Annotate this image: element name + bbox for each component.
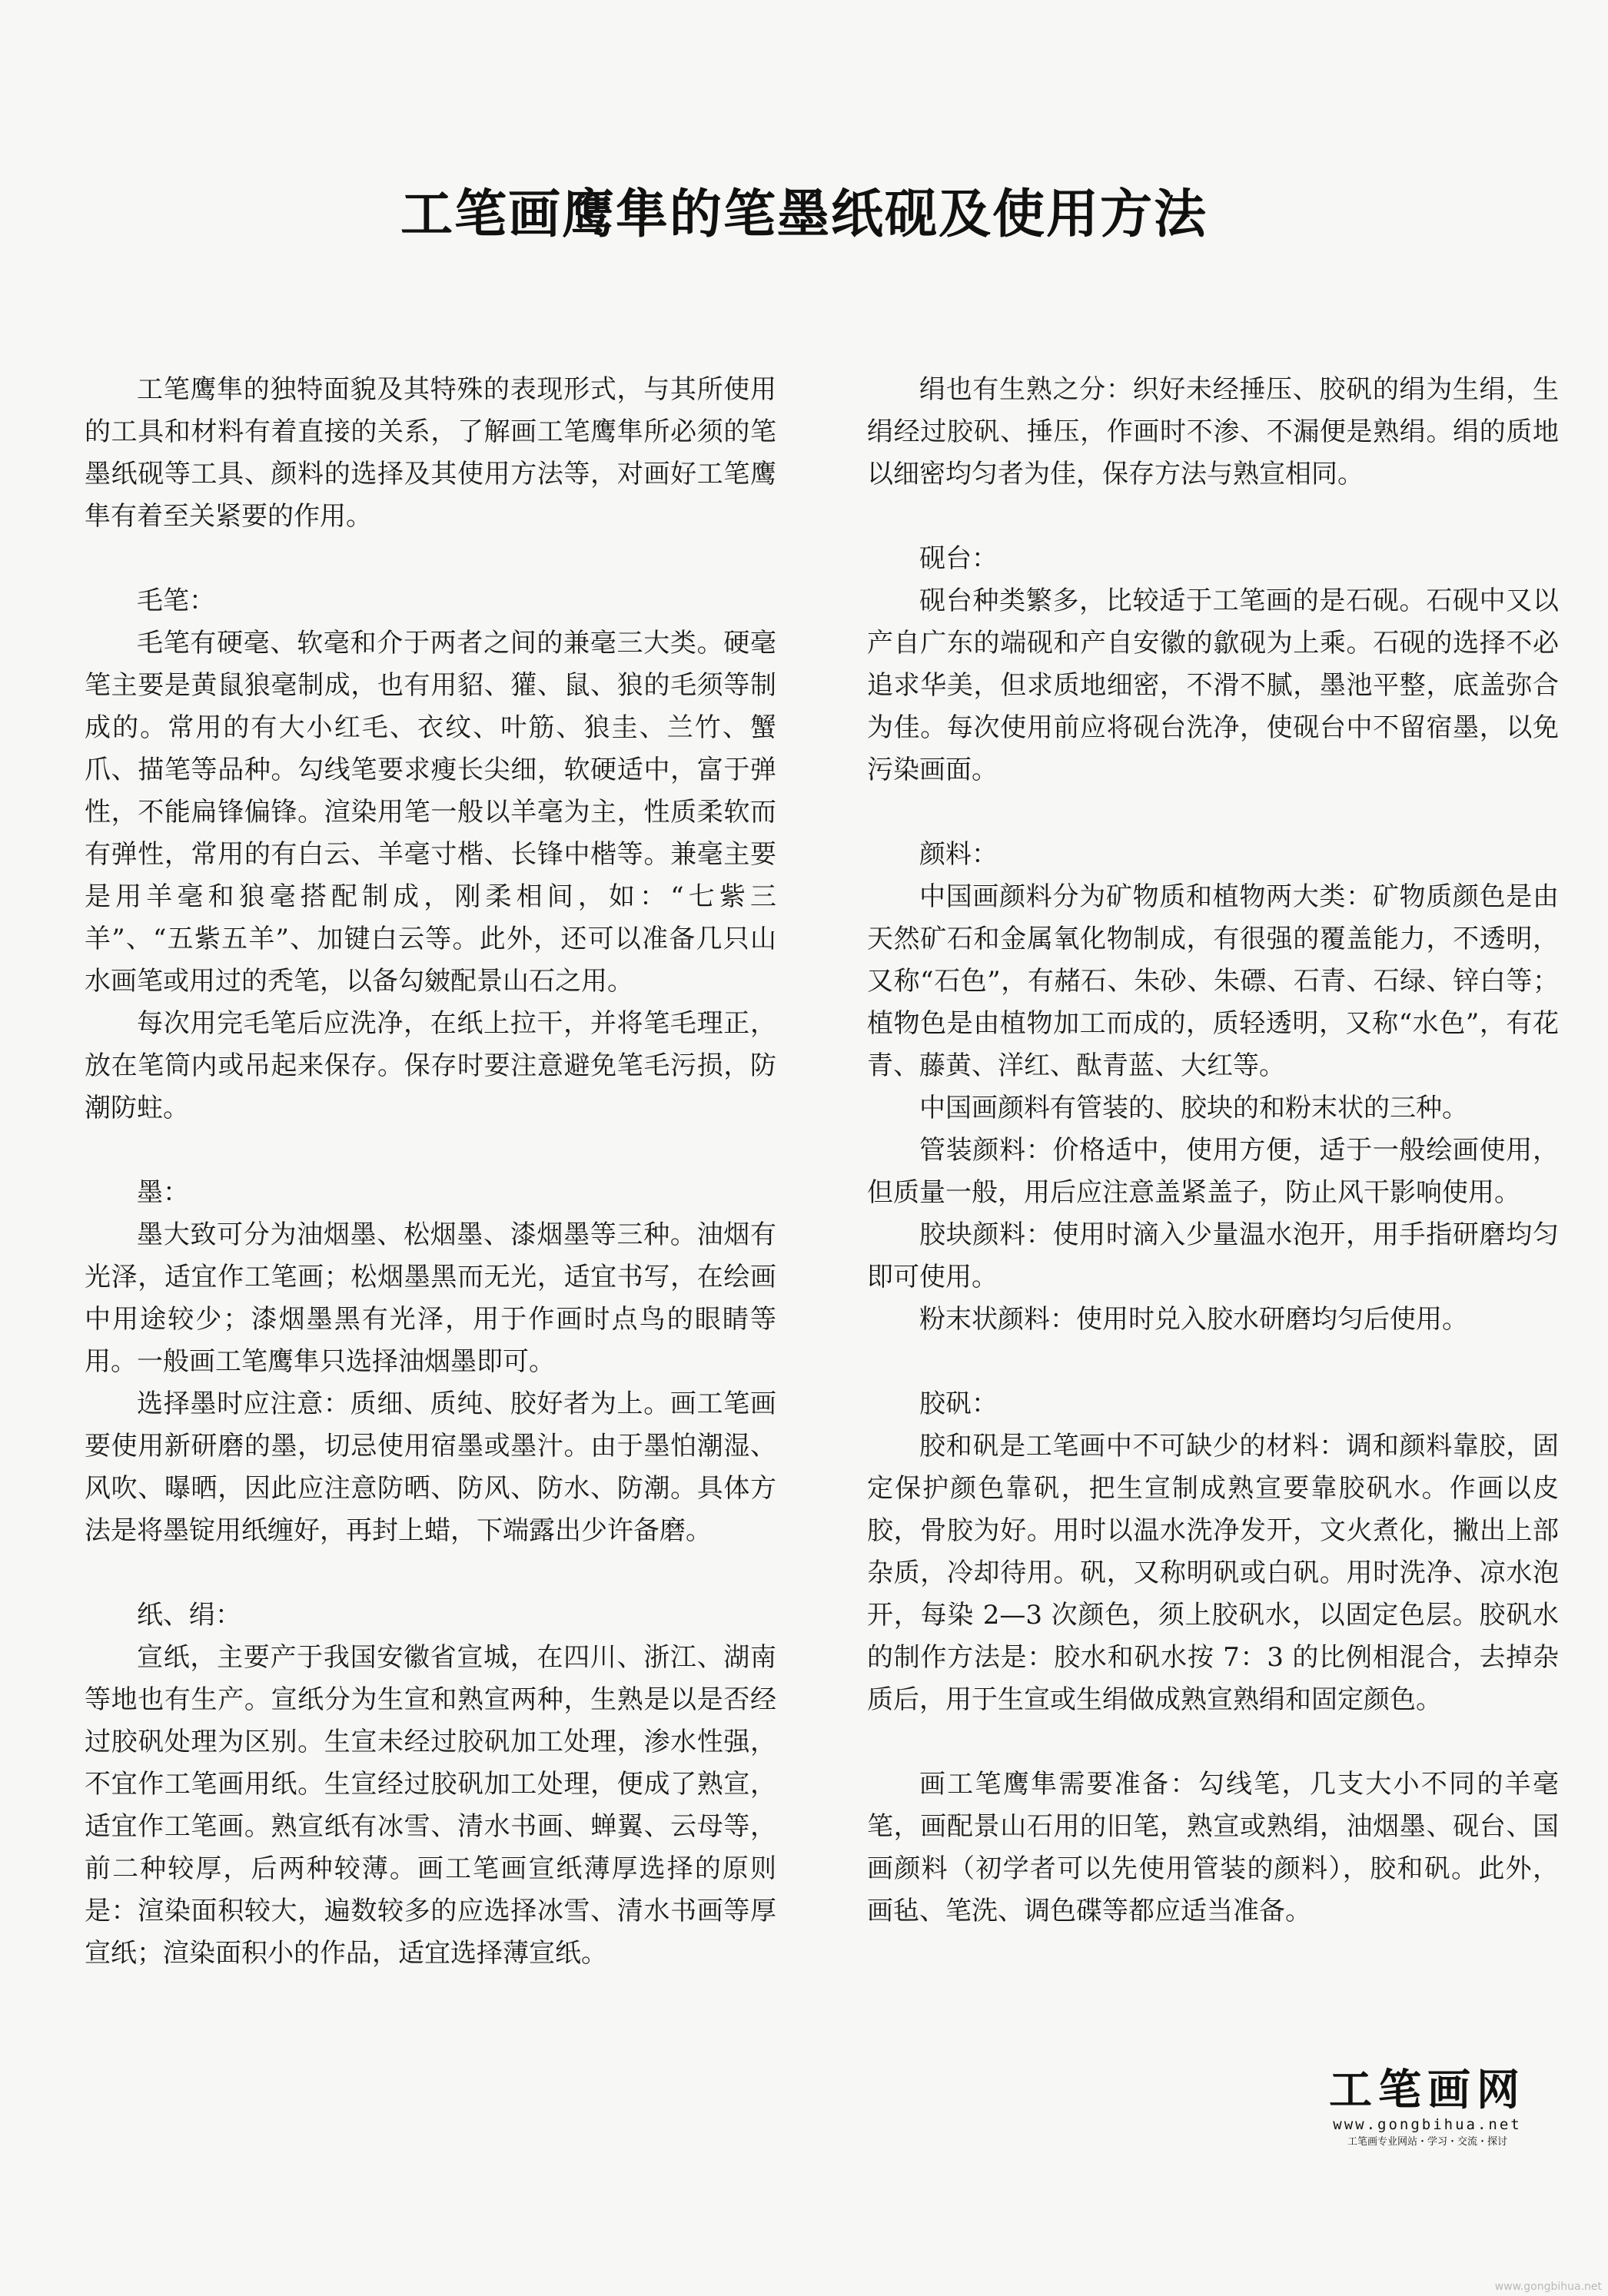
watermark-url: www.gongbihua.net — [1333, 2116, 1522, 2133]
silk-paragraph: 绢也有生熟之分：织好未经捶压、胶矾的绢为生绢，生绢经过胶矾、捶压，作画时不渗、不漏便是熟绢。绢的质地以细密均匀者为佳，保存方法与熟宣相同。 — [867, 374, 1559, 489]
paper-paragraph: 宣纸，主要产于我国安徽省宣城，在四川、浙江、湖南等地也有生产。宣纸分为生宣和熟宣两种，生熟是以是否经过胶矾处理为区别。生宣未经过胶矾加工处理，渗水性强，不宜作工笔画用纸。生宣经过胶矾加工处理，便成了熟宣，适宜作工笔画。熟宣纸有冰雪、清水书画、蝉翼、云母等，前二种较厚，后两种较薄。画工笔画宣纸薄厚选择的原则是：渲染面积较大，遍数较多的应选择冰雪、清水书画等厚宣纸；渲染面积小的作品，适宜选择薄宣纸。 — [85, 1642, 776, 1969]
site-watermark — [1316, 2065, 1539, 2150]
corner-url: www.gongbihua.net — [1494, 2281, 1602, 2293]
powder-pigment-paragraph: 粉末状颜料：使用时兑入胶水研磨均匀后使用。 — [919, 1304, 1468, 1335]
watermark-tagline: 工笔画专业网站・学习・交流・探讨 — [1347, 2136, 1507, 2148]
block-pigment-paragraph: 胶块颜料：使用时滴入少量温水泡开，用手指研磨均匀即可使用。 — [867, 1219, 1559, 1292]
summary-paragraph: 画工笔鹰隼需要准备：勾线笔，几支大小不同的羊毫笔，画配景山石用的旧笔，熟宣或熟绢，油烟墨、砚台、国画颜料（初学者可以先使用管装的颜料），胶和矾。此外，画毡、笔洗、调色碟等都应适当准备。 — [867, 1769, 1559, 1926]
brush-care-paragraph: 每次用完毛笔后应洗净，在纸上拉干，并将笔毛理正，放在笔筒内或吊起来保存。保存时要注意避免笔毛污损，防潮防蛀。 — [85, 1008, 776, 1123]
watermark-logo: 工笔画网 — [1329, 2065, 1526, 2115]
right-column — [867, 369, 1559, 1933]
tube-pigment-paragraph: 管装颜料：价格适中，使用方便，适于一般绘画使用，但质量一般，用后应注意盖紧盖子，防止风干影响使用。 — [867, 1135, 1559, 1208]
pigment-paragraph: 中国画颜料分为矿物质和植物两大类：矿物质颜色是由天然矿石和金属氧化物制成，有很强的覆盖能力，不透明，又称“石色”，有赭石、朱砂、朱磦、石青、石绿、锌白等；植物色是由植物加工而成的，质轻透明，又称“水色”，有花青、藤黄、洋红、酞青蓝、大红等。 — [867, 881, 1559, 1081]
inkstone-paragraph: 砚台种类繁多，比较适于工笔画的是石砚。石砚中又以产自广东的端砚和产自安徽的歙砚为上乘。石砚的选择不必追求华美，但求质地细密，不滑不腻，墨池平整，底盖弥合为佳。每次使用前应将砚台洗净，使砚台中不留宿墨，以免污染画面。 — [867, 586, 1559, 785]
ink-heading: 墨： — [137, 1177, 189, 1208]
ink-paragraph: 墨大致可分为油烟墨、松烟墨、漆烟墨等三种。油烟有光泽，适宜作工笔画；松烟墨黑而无光，适宜书写，在绘画中用途较少；漆烟墨黑有光泽，用于作画时点鸟的眼睛等用。一般画工笔鹰隼只选择油烟墨即可。 — [85, 1219, 776, 1377]
paper-heading: 纸、绢： — [137, 1600, 241, 1631]
left-column — [85, 369, 776, 1975]
alum-paragraph: 胶和矾是工笔画中不可缺少的材料：调和颜料靠胶，固定保护颜色靠矾，把生宣制成熟宣要靠胶矾水。作画以皮胶，骨胶为好。用时以温水洗净发开，文火煮化，撇出上部杂质，冷却待用。矾，又称明矾或白矾。用时洗净、凉水泡开，每染 2—3 次颜色，须上胶矾水，以固定色层。胶矾水的制作方法是：胶水和矾水按 7：3 的比例相混合，去掉杂质后，用于生宣或生绢做成熟宣熟绢和固定颜色。 — [867, 1431, 1559, 1715]
intro-paragraph: 工笔鹰隼的独特面貌及其特殊的表现形式，与其所使用的工具和材料有着直接的关系，了解画工笔鹰隼所必须的笔墨纸砚等工具、颜料的选择及其使用方法等，对画好工笔鹰隼有着至关紧要的作用。 — [85, 374, 776, 532]
ink-selection-paragraph: 选择墨时应注意：质细、质纯、胶好者为上。画工笔画要使用新研磨的墨，切忌使用宿墨或墨汁。由于墨怕潮湿、风吹、曝晒，因此应注意防晒、防风、防水、防潮。具体方法是将墨锭用纸缠好，再封上蜡，下端露出少许备磨。 — [85, 1389, 776, 1546]
pigment-heading: 颜料： — [919, 839, 998, 870]
inkstone-heading: 砚台： — [919, 543, 998, 574]
pigment-types-paragraph: 中国画颜料有管装的、胶块的和粉末状的三种。 — [919, 1093, 1468, 1123]
brush-paragraph: 毛笔有硬毫、软毫和介于两者之间的兼毫三大类。硬毫笔主要是黄鼠狼毫制成，也有用貂、獾、鼠、狼的毛须等制成的。常用的有大小红毛、衣纹、叶筋、狼圭、兰竹、蟹爪、描笔等品种。勾线笔要求瘦长尖细，软硬适中，富于弹性，不能扁锋偏锋。渲染用笔一般以羊毫为主，性质柔软而有弹性，常用的有白云、羊毫寸楷、长锋中楷等。兼毫主要是用羊毫和狼毫搭配制成，刚柔相间，如：“七紫三羊”、“五紫五羊”、加键白云等。此外，还可以准备几只山水画笔或用过的秃笔，以备勾皴配景山石之用。 — [85, 628, 776, 997]
page-title: 工笔画鹰隼的笔墨纸砚及使用方法 — [400, 184, 1208, 245]
alum-heading: 胶矾： — [919, 1389, 998, 1419]
brush-heading: 毛笔： — [137, 586, 215, 616]
